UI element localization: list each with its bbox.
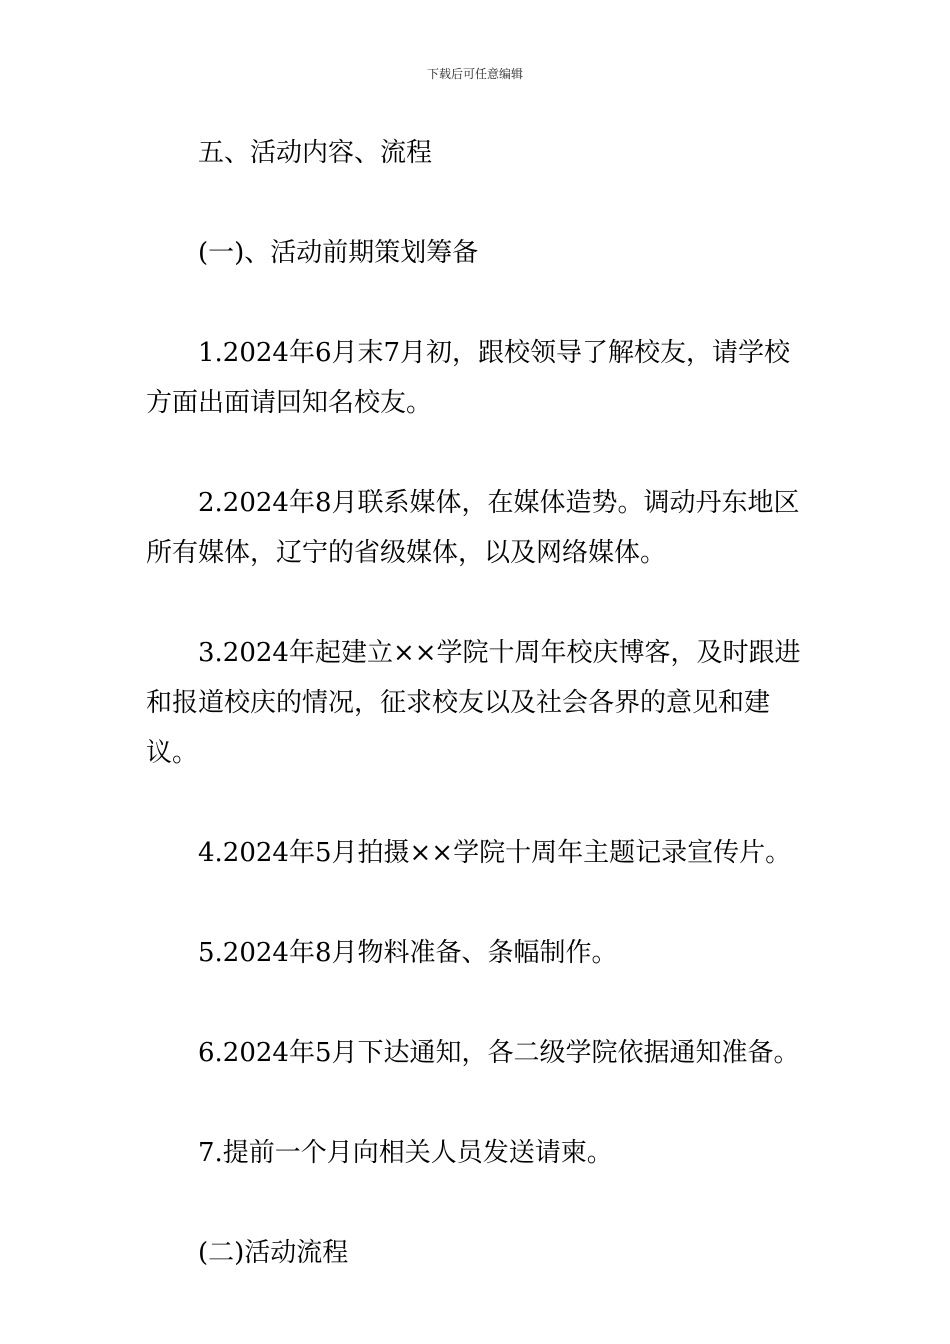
list-item: 3.2024年起建立××学院十周年校庆博客，及时跟进和报道校庆的情况，征求校友以及社会各界的意见和建议。: [146, 638, 801, 768]
list-item: 1.2024年6月末7月初，跟校领导了解校友，请学校方面出面请回知名校友。: [146, 338, 791, 418]
page-header-note: 下载后可任意编辑: [426, 67, 523, 81]
list-item: 4.2024年5月拍摄××学院十周年主题记录宣传片。: [198, 838, 792, 868]
list-item: 6.2024年5月下达通知，各二级学院依据通知准备。: [198, 1038, 800, 1068]
list-item: 5.2024年8月物料准备、条幅制作。: [198, 938, 618, 968]
section-heading: 五、活动内容、流程: [198, 138, 433, 168]
document-body: [146, 128, 812, 1328]
list-item: 2.2024年8月联系媒体，在媒体造势。调动丹东地区所有媒体，辽宁的省级媒体，以及网络媒体。: [146, 488, 800, 568]
list-item: 7.提前一个月向相关人员发送请柬。: [198, 1138, 613, 1168]
subsection-heading: (二)活动流程: [198, 1238, 349, 1268]
subsection-heading: (一)、活动前期策划筹备: [198, 238, 479, 268]
